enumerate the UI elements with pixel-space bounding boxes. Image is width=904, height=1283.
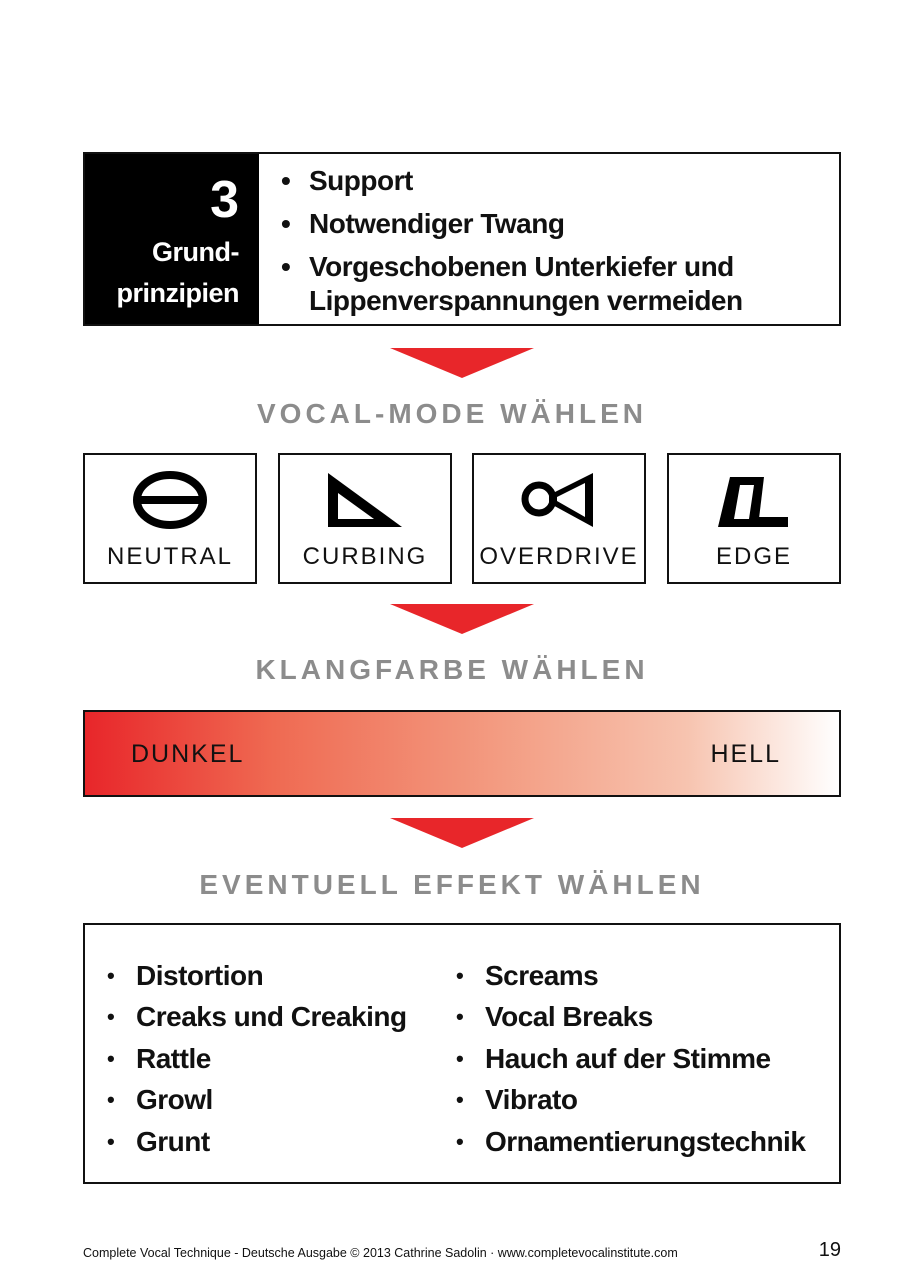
principles-number: 3 <box>210 171 239 229</box>
timbre-dark-label: DUNKEL <box>131 740 245 768</box>
effect-item: • Vibrato <box>456 1079 805 1120</box>
principle-item-line2: Lippenverspannungen vermeiden <box>309 285 743 316</box>
mode-curbing <box>278 453 452 584</box>
overdrive-icon <box>474 469 644 531</box>
mode-edge <box>667 453 841 584</box>
principle-item-line1: Vorgeschobenen Unterkiefer und <box>309 251 734 282</box>
principles-label-panel <box>85 154 259 324</box>
down-arrow-icon <box>390 348 534 378</box>
timbre-light-label: HELL <box>710 740 781 768</box>
effect-item: • Ornamentierungstechnik <box>456 1121 805 1162</box>
principles-label-line1: Grund- <box>152 237 239 267</box>
neutral-icon <box>85 469 255 531</box>
principle-item <box>281 250 743 318</box>
mode-neutral-label: NEUTRAL <box>106 543 234 570</box>
principles-list <box>281 164 743 318</box>
principle-item: • Notwendiger Twang <box>281 207 743 241</box>
principle-item: • Support <box>281 164 743 198</box>
vocal-mode-title: VOCAL-MODE WÄHLEN <box>257 398 647 429</box>
effects-list-right <box>456 955 805 1162</box>
mode-curbing-label: CURBING <box>302 543 428 570</box>
down-arrow-icon <box>390 818 534 848</box>
effect-item: • Vocal Breaks <box>456 996 805 1037</box>
edge-icon <box>669 469 839 531</box>
effect-item: • Screams <box>456 955 805 996</box>
effects-list-left <box>107 955 407 1162</box>
mode-neutral <box>83 453 257 584</box>
principles-label-line2: prinzipien <box>116 278 239 308</box>
principles-label <box>117 232 240 314</box>
footer-text: Complete Vocal Technique - Deutsche Ausgabe © 2013 Cathrine Sadolin · www.completevocalinstitute.com <box>83 1246 678 1260</box>
timbre-gradient-bar <box>83 710 841 797</box>
mode-edge-label: EDGE <box>715 543 792 570</box>
down-arrow-icon <box>390 604 534 634</box>
effect-item: • Grunt <box>107 1121 407 1162</box>
effect-item: • Growl <box>107 1079 407 1120</box>
curbing-icon <box>280 469 450 531</box>
effect-title: EVENTUELL EFFEKT WÄHLEN <box>199 869 705 900</box>
effect-item: • Distortion <box>107 955 407 996</box>
effects-box <box>83 923 841 1184</box>
mode-overdrive-label: OVERDRIVE <box>479 543 639 570</box>
mode-overdrive <box>472 453 646 584</box>
timbre-title: KLANGFARBE WÄHLEN <box>255 654 649 685</box>
effect-item: • Hauch auf der Stimme <box>456 1038 805 1079</box>
page-number: 19 <box>818 1239 841 1261</box>
effect-item: • Rattle <box>107 1038 407 1079</box>
effect-item: • Creaks und Creaking <box>107 996 407 1037</box>
principles-box <box>83 152 841 326</box>
